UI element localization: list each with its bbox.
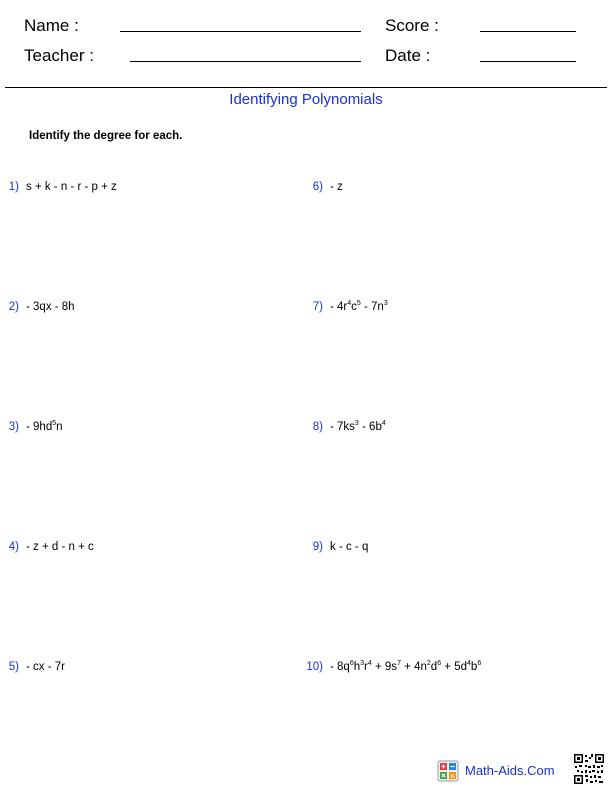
problem-item — [296, 301, 388, 313]
term-text: s + k - n - r - p + z — [26, 181, 117, 193]
brand-link[interactable]: Math-Aids.Com — [465, 763, 555, 778]
calculator-icon — [437, 760, 459, 782]
problem-item — [0, 421, 63, 433]
term-text: h — [353, 661, 361, 673]
term-text: - 8q — [330, 661, 350, 673]
problem-number: 4) — [8, 541, 19, 553]
problem-expression — [330, 661, 481, 673]
problem-expression — [26, 301, 75, 313]
exponent: 4 — [381, 420, 386, 427]
problem-number: 7) — [312, 301, 323, 313]
term-text: - 6b — [358, 421, 382, 433]
term-text: - z + d - n + c — [26, 541, 94, 553]
term-text: - 4r — [330, 301, 348, 313]
problem-number: 10) — [306, 661, 323, 673]
problem-number: 5) — [8, 661, 19, 673]
problem-expression — [26, 661, 65, 673]
problem-expression — [26, 181, 117, 193]
problem-expression — [330, 541, 368, 553]
exponent: 6 — [477, 660, 482, 667]
problem-expression — [26, 421, 63, 433]
exponent: 4 — [467, 660, 471, 667]
score-field[interactable] — [480, 31, 576, 32]
term-text: r — [364, 661, 368, 673]
exponent: 4 — [367, 660, 372, 667]
term-text: - 9hd — [26, 421, 53, 433]
problem-item — [296, 181, 343, 193]
problem-item — [296, 541, 368, 553]
term-text: - 7n — [360, 301, 384, 313]
term-text: c — [351, 301, 357, 313]
name-field[interactable] — [120, 31, 361, 32]
problem-expression — [330, 301, 388, 313]
problem-expression — [26, 541, 94, 553]
problem-expression — [330, 181, 343, 193]
problem-item — [296, 661, 481, 673]
term-text: + 5d — [441, 661, 467, 673]
problem-number: 6) — [312, 181, 323, 193]
date-field[interactable] — [480, 61, 576, 62]
exponent: 5 — [52, 420, 57, 427]
problem-number: 1) — [8, 181, 19, 193]
problem-item — [296, 421, 386, 433]
term-text: d — [430, 661, 438, 673]
problem-expression — [330, 421, 386, 433]
exponent: 7 — [397, 660, 401, 667]
header-divider — [5, 87, 607, 88]
problem-item — [0, 541, 94, 553]
exponent: 6 — [437, 660, 442, 667]
term-text: b — [470, 661, 478, 673]
exponent: 5 — [356, 300, 361, 307]
exponent: 6 — [349, 660, 354, 667]
instructions: Identify the degree for each. — [29, 130, 183, 142]
problem-number: 9) — [312, 541, 323, 553]
date-label: Date : — [385, 46, 431, 65]
qr-code-icon — [573, 753, 605, 785]
term-text: k - c - q — [330, 541, 369, 553]
term-text: n — [56, 421, 63, 433]
problem-number: 3) — [8, 421, 19, 433]
exponent: 3 — [360, 660, 365, 667]
term-text: + 9s — [371, 661, 398, 673]
term-text: - cx - 7r — [26, 661, 65, 673]
problem-item — [0, 301, 75, 313]
term-text: - 7ks — [330, 421, 355, 433]
name-label: Name : — [24, 16, 79, 35]
problem-number: 8) — [312, 421, 323, 433]
exponent: 3 — [383, 300, 388, 307]
teacher-label: Teacher : — [24, 46, 94, 65]
exponent: 4 — [347, 300, 352, 307]
term-text: + 4n — [400, 661, 427, 673]
score-label: Score : — [385, 16, 439, 35]
term-text: - z — [330, 181, 343, 193]
exponent: 2 — [426, 660, 431, 667]
term-text: - 3qx - 8h — [26, 301, 75, 313]
exponent: 3 — [354, 420, 359, 427]
page-title: Identifying Polynomials — [229, 91, 383, 108]
teacher-field[interactable] — [130, 61, 361, 62]
problem-item — [0, 661, 65, 673]
problem-item — [0, 181, 117, 193]
problem-number: 2) — [8, 301, 19, 313]
